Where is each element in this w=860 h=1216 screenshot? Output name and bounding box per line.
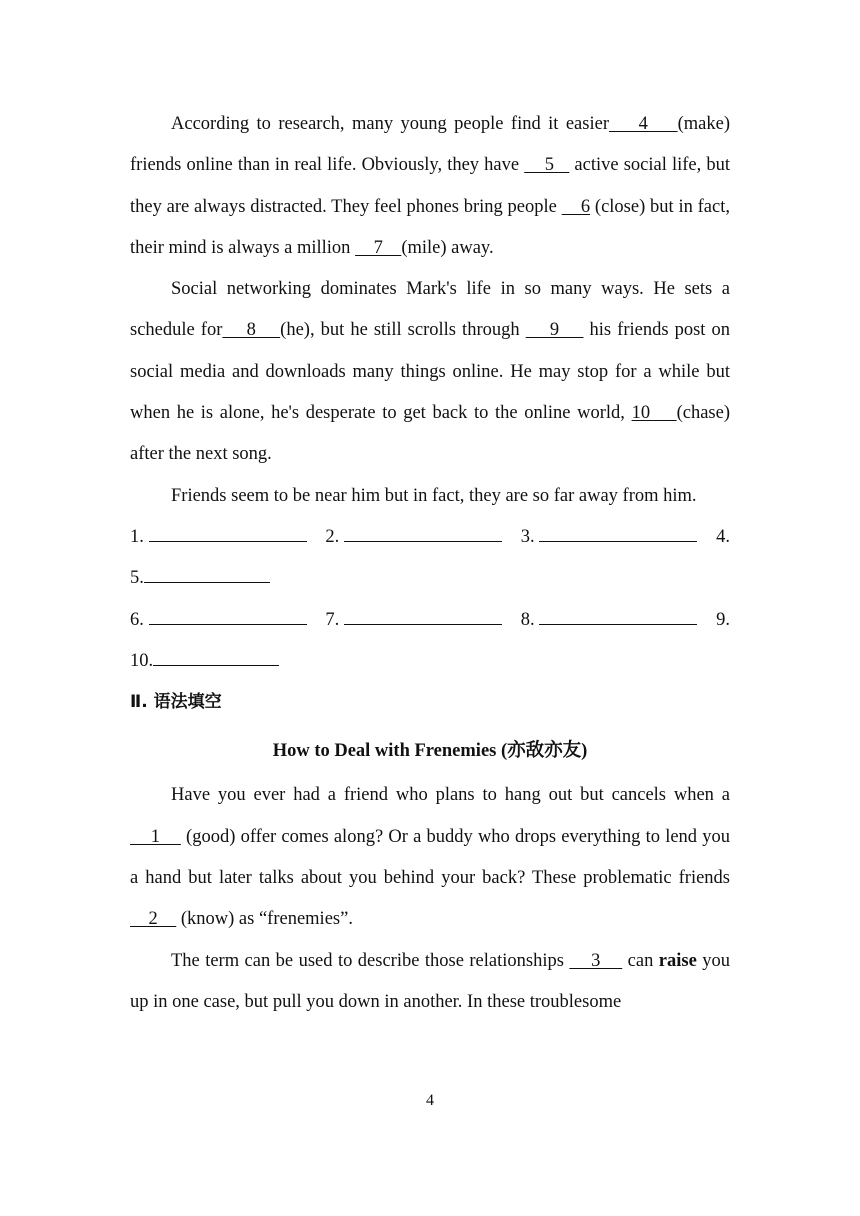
passage-paragraph-3: Friends seem to be near him but in fact, they are so far away from him. (171, 485, 697, 506)
text-span: (make) friends online than in real life. Obviously, they have (130, 114, 731, 176)
text-span: The term can be used to describe those relationships (171, 950, 570, 971)
text-span: can (622, 950, 659, 971)
answer-1 (130, 517, 307, 558)
passage-title: How to Deal with Frenemies (亦敌亦友) (272, 741, 588, 762)
answer-number: 4. (716, 526, 730, 547)
answer-2 (325, 517, 502, 558)
answer-line-1[interactable] (149, 523, 307, 542)
blank-2[interactable]: 2 (130, 909, 177, 930)
passage-paragraph-1 (130, 104, 730, 269)
answer-6 (130, 600, 307, 641)
answer-row-1 (130, 517, 730, 558)
answer-7 (325, 600, 502, 641)
blank-3[interactable]: 3 (569, 950, 623, 971)
text-span: his friends post on social media and downloads many things online. He may stop for a while but when he is alone, he's desperate to get back to the online world, (130, 320, 731, 424)
blank-9[interactable]: 9 (525, 320, 584, 341)
page-number: 4 (426, 1092, 434, 1109)
answer-number: 5. (130, 568, 144, 589)
answer-line-3[interactable] (539, 523, 697, 542)
answer-line-2[interactable] (344, 523, 502, 542)
answer-number: 10. (130, 650, 154, 671)
answer-line-8[interactable] (539, 606, 697, 625)
answer-number: 9. (716, 609, 730, 630)
answer-row-2 (130, 600, 730, 641)
blank-10[interactable]: 10 (631, 403, 677, 424)
passage-paragraph-2 (130, 269, 730, 475)
blank-5[interactable]: 5 (524, 155, 570, 176)
answer-8 (521, 600, 698, 641)
document-page (130, 104, 730, 1023)
answer-9 (716, 600, 730, 641)
text-span: (chase) after the next song. (130, 403, 730, 465)
answer-number: 1. (130, 526, 144, 547)
answer-number: 3. (520, 526, 535, 547)
answer-number: 7. (325, 609, 340, 630)
text-span: active social life, but they are always distracted. They feel phones bring people (130, 155, 731, 217)
blank-1[interactable]: 1 (130, 826, 181, 847)
passage2-paragraph-1 (130, 775, 730, 940)
answer-4 (716, 517, 730, 558)
blank-7[interactable]: 7 (355, 237, 402, 258)
answer-5 (130, 558, 730, 599)
passage2-paragraph-2 (130, 941, 730, 1024)
text-span: you up in one case, but pull you down in another. In these troublesome (130, 950, 730, 1012)
bold-word: raise (658, 950, 697, 971)
section-heading: Ⅱ. 语法填空 (130, 692, 222, 713)
answer-line-7[interactable] (344, 606, 502, 625)
blank-4[interactable]: 4 (608, 114, 678, 134)
text-span: Have you ever had a friend who plans to hang out but cancels when a (171, 785, 730, 806)
answer-number: 2. (325, 526, 340, 547)
answer-line-6[interactable] (149, 606, 307, 625)
answer-10 (130, 641, 730, 682)
text-span: Social networking dominates Mark's life in so many ways. He sets a schedule for (130, 279, 730, 341)
text-span: (mile) away. (401, 237, 494, 258)
answer-line-10[interactable] (153, 647, 279, 666)
text-span: According to research, many young people find it easier (171, 114, 609, 134)
text-span: (he), but he still scrolls through (280, 320, 526, 341)
answer-3 (521, 517, 698, 558)
answer-line-5[interactable] (144, 564, 270, 583)
text-span: (know) as “frenemies”. (176, 909, 353, 930)
text-span: (good) offer comes along? Or a buddy who drops everything to lend you a hand but later talks about you behind your back? These problematic friends (130, 826, 731, 889)
answer-number: 6. (130, 609, 144, 630)
blank-8[interactable]: 8 (222, 320, 281, 341)
blank-6[interactable]: 6 (561, 196, 591, 217)
text-span: (close) but in fact, their mind is always a million (130, 196, 730, 258)
answer-number: 8. (520, 609, 535, 630)
